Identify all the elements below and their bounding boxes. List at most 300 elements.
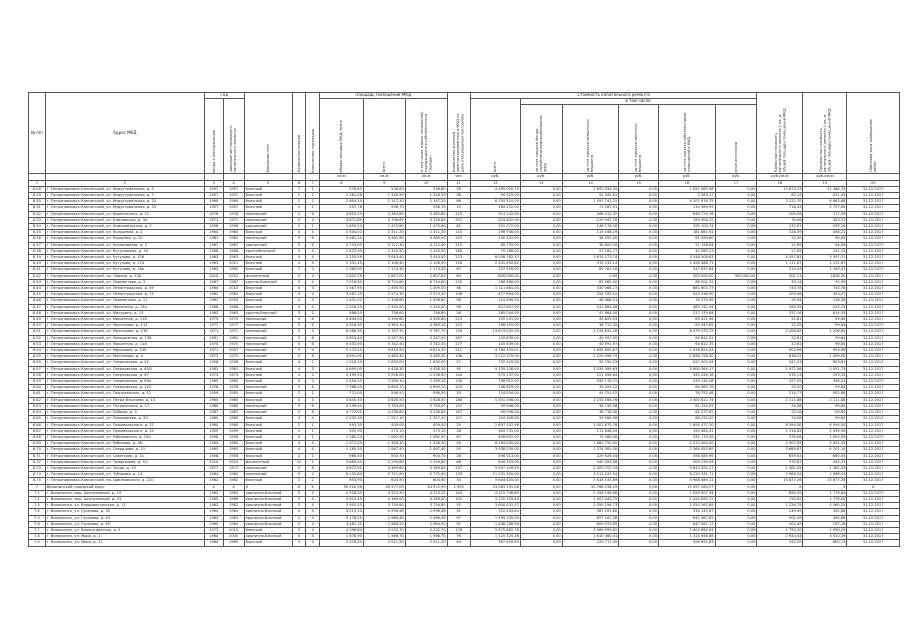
table-row-cell: 1978 <box>204 385 223 391</box>
table-row-cell: 0,00 <box>520 527 562 533</box>
table-row-cell: 6.48 <box>29 310 46 316</box>
table-row-cell: 3 742,40 <box>405 341 447 347</box>
table-row-cell: 69 343,65 <box>659 323 716 329</box>
table-row-cell: 2 628,50 <box>405 397 447 403</box>
table-row-cell: 12 673,23 <box>757 186 803 192</box>
table-row-cell: 2 206,62 <box>803 329 847 335</box>
table-row-cell: 915 233,14 <box>562 261 619 267</box>
table-row-cell: 2 652,28 <box>319 273 363 279</box>
table-row-cell: 76 <box>447 534 470 540</box>
table-row-cell: 4 433,90 <box>319 341 363 347</box>
table-row-cell: 0,00 <box>619 503 659 509</box>
table-row-cell: 430 068,27 <box>562 286 619 292</box>
table-row-cell: 38 711,35 <box>562 323 619 329</box>
table-row-cell: 2 289,10 <box>363 379 405 385</box>
table-row-cell: 1 <box>306 422 320 428</box>
table-row-cell: 105 839,00 <box>470 341 520 347</box>
table-row-cell: 31.12.2017 <box>847 273 900 279</box>
table-row-cell: г. Петропавловск-Камчатский, ул. Советская, д. 21 <box>45 453 204 459</box>
table-row-cell: 5 <box>292 217 306 223</box>
table-row-cell: 576,60 <box>319 186 363 192</box>
table-row-cell: блочный <box>244 540 292 546</box>
table-row-cell: 4 918,30 <box>319 323 363 329</box>
table-row-cell: 335 145,87 <box>659 509 716 515</box>
table-row-cell: 2 <box>292 224 306 230</box>
table-row-cell: 229 926,04 <box>562 453 619 459</box>
table-row-cell: 39 459,22 <box>562 385 619 391</box>
table-row-cell: 6.57 <box>29 366 46 372</box>
table-row-cell: 139 <box>447 472 470 478</box>
column-number-row-cell: 1 <box>29 180 46 186</box>
table-row-cell: 70 168,00 <box>470 248 520 254</box>
table-row-cell: 0,00 <box>715 441 757 447</box>
table-row-cell: 0,00 <box>520 261 562 267</box>
table-row-cell: 604,90 <box>363 478 405 484</box>
table-row-cell: 38 552,40 <box>562 236 619 242</box>
table-row-cell: 26 <box>447 186 470 192</box>
table-row-cell: 0,00 <box>619 199 659 205</box>
table-row-cell: 2 341 650,82 <box>470 261 520 267</box>
table-row-cell: 1968 <box>204 304 223 310</box>
table-row-cell: 6 <box>306 403 320 409</box>
table-row-cell: 0,00 <box>520 304 562 310</box>
table-row-cell: 94,06 <box>803 242 847 248</box>
table-row-cell: 337,16 <box>757 310 803 316</box>
table-row-cell: 3 043,40 <box>405 255 447 261</box>
table-row-cell: 0,00 <box>520 465 562 471</box>
table-row-cell: 15 877,26 <box>757 478 803 484</box>
table-row-cell: г. Петропавловск-Камчатский, ул. Молчанова, д. 136 <box>45 329 204 335</box>
table-row-cell: 6.51 <box>29 329 46 335</box>
table-row-cell: г. Петропавловск-Камчатский, ул. Мишенная, д. 118 <box>45 317 204 323</box>
table-row-cell: 0,00 <box>619 490 659 496</box>
table-row-cell: блочный <box>244 447 292 453</box>
table-row-cell: 1981 <box>223 236 244 242</box>
table-row-cell: 1 308,30 <box>405 441 447 447</box>
table-row-cell: 31.12.2017 <box>847 385 900 391</box>
table-row-cell: блочный <box>244 192 292 198</box>
header-address: Адрес МКД <box>45 93 204 174</box>
table-row-cell: 31.12.2017 <box>847 217 900 223</box>
table-row-cell: 31.12.2017 <box>847 242 900 248</box>
table-row-cell: 0,00 <box>619 372 659 378</box>
table-row-cell: 207 <box>447 217 470 223</box>
table-row-cell: 1 574 305,30 <box>562 447 619 453</box>
table-row-cell: 2 968,54 <box>757 472 803 478</box>
table-row-cell: 1972 <box>204 527 223 533</box>
table-row-cell: 1963 <box>223 490 244 496</box>
table-row-cell: 176 <box>447 527 470 533</box>
table-row-cell: блочный <box>244 298 292 304</box>
table-row-cell: 9 604 635,00 <box>470 478 520 484</box>
table-row-cell: 15 877,26 <box>803 478 847 484</box>
table-row-cell: 0,00 <box>520 211 562 217</box>
table-row-cell: 4 <box>292 255 306 261</box>
table-row-cell: 31.12.2017 <box>847 335 900 341</box>
table-row-cell: 184 252,00 <box>470 205 520 211</box>
table-row-cell: 113 648,59 <box>562 428 619 434</box>
table-row-cell: 1 424 890,72 <box>659 496 716 502</box>
table-row-cell: 337 599,00 <box>470 267 520 273</box>
table-row-cell: 4 499 000,33 <box>470 186 520 192</box>
table-row-cell: 2 111,88 <box>803 397 847 403</box>
table-row-cell: 1962 <box>204 503 223 509</box>
table-row-cell: 1 431,02 <box>319 298 363 304</box>
table-row-cell: 627 607,00 <box>470 304 520 310</box>
table-row-cell: г. Петропавловск-Камчатский, ул. Индустриальная, д. 5 <box>45 186 204 192</box>
table-row-cell: 6.66 <box>29 422 46 428</box>
table-row-cell: 3 <box>306 366 320 372</box>
table-row-cell: 0,00 <box>715 360 757 366</box>
table-row-cell: 2015 <box>223 527 244 533</box>
table-row-cell: 501,49 <box>757 521 803 527</box>
table-row-cell: 6 663,88 <box>803 199 847 205</box>
table-row-cell: 0,00 <box>520 441 562 447</box>
table-row-cell: 647 567,11 <box>659 521 716 527</box>
table-row-cell: 2 968,54 <box>803 472 847 478</box>
table-row-cell: 6 594,50 <box>803 422 847 428</box>
table-row-cell: 2000 <box>223 534 244 540</box>
table-row-cell: 2 311,20 <box>405 230 447 236</box>
table-row-cell: 2 657,00 <box>405 273 447 279</box>
table-row-cell: 458,21 <box>803 230 847 236</box>
table-row-cell: 681 603,73 <box>659 286 716 292</box>
table-row-cell: 50 <box>447 447 470 453</box>
header-cost-regional: за счет средств областного бюджета <box>562 105 619 174</box>
table-row-cell: 31.12.2017 <box>847 391 900 397</box>
table-row-cell: 2 011,20 <box>405 540 447 546</box>
table-row-cell: 2 <box>306 379 320 385</box>
table-row-cell: 1975 <box>223 341 244 347</box>
table-row-cell: 108 829,00 <box>470 385 520 391</box>
table-row-cell: 297,18 <box>803 521 847 527</box>
table-row-cell: 1 111,67 <box>803 261 847 267</box>
table-row-cell: 6.32 <box>29 211 46 217</box>
table-row-cell: 21,69 <box>757 242 803 248</box>
column-number-row-cell: 15 <box>619 180 659 186</box>
table-row-cell: 1961 <box>204 298 223 304</box>
table-row-cell: 1956 <box>204 224 223 230</box>
table-row-cell: 5 600 364,17 <box>659 366 716 372</box>
table-row-cell: 2 <box>292 422 306 428</box>
table-row-cell: 31.12.2017 <box>847 323 900 329</box>
table-row-cell: 31.12.2017 <box>847 310 900 316</box>
table-row-cell: 0,00 <box>520 224 562 230</box>
table-row-cell: 89 759,00 <box>470 242 520 248</box>
table-row-cell: 1957 <box>223 192 244 198</box>
table-row-cell: блочный <box>244 478 292 484</box>
table-row-cell: 69 421,96 <box>659 317 716 323</box>
table-row-cell: г. Петропавловск-Камчатский, ул. Пржевальского, д. 21 <box>45 428 204 434</box>
table-row-cell: 0,00 <box>715 199 757 205</box>
table-row-cell: 4 <box>306 441 320 447</box>
table-row-cell: блочный <box>244 286 292 292</box>
table-row-cell: 0,00 <box>715 416 757 422</box>
table-row-cell: 1980 <box>204 416 223 422</box>
table-row-cell: 110 989,09 <box>659 205 716 211</box>
table-row-cell: 4 623,40 <box>319 335 363 341</box>
table-row-cell: 1 116,83 <box>757 428 803 434</box>
table-row-cell: 0,00 <box>619 205 659 211</box>
table-row-cell: 0,00 <box>715 478 757 484</box>
table-row-cell: 1 845 695,87 <box>562 348 619 354</box>
table-row <box>29 540 900 546</box>
table-row-cell: 38 740,08 <box>562 403 619 409</box>
table-row-cell: 1975 <box>204 341 223 347</box>
table-row-cell: 0,00 <box>619 317 659 323</box>
table-row-cell: 6.39 <box>29 255 46 261</box>
table-row-cell: 0,00 <box>520 422 562 428</box>
table-row-cell: 99,84 <box>803 410 847 416</box>
column-number-row-cell: 19 <box>803 180 847 186</box>
table-row-cell: блочный <box>244 292 292 298</box>
table-row-cell: 27,69 <box>757 248 803 254</box>
table-row-cell: 67 <box>447 434 470 440</box>
table-row-cell: 22,81 <box>757 335 803 341</box>
table-row-cell: г. Вилючинск, ул. Гусарова, д. 45 <box>45 521 204 527</box>
table-row-cell: 1962 <box>223 503 244 509</box>
table-row-cell: 6 <box>306 410 320 416</box>
table-row-cell: 130 <box>447 379 470 385</box>
table-row-cell: 31.12.2017 <box>847 441 900 447</box>
table-row-cell: 3 689,00 <box>319 459 363 465</box>
table-row-cell: 0,00 <box>520 354 562 360</box>
table-row-cell: 1 226,75 <box>757 503 803 509</box>
table-row-cell: 23,16 <box>757 410 803 416</box>
header-year-repair: завершение последнего капитального ремонта <box>223 99 244 174</box>
table-row-cell: 4 <box>306 515 320 521</box>
table-row-cell: 1 779,80 <box>803 490 847 496</box>
table-row-cell: 3 482,80 <box>405 211 447 217</box>
table-row-cell: 2 <box>306 199 320 205</box>
table-row-cell: 31.12.2017 <box>847 540 900 546</box>
table-row-cell: 0,00 <box>619 478 659 484</box>
table-row-cell: г. Петропавловск-Камчатский, ул. Пономарёва, д. 33 <box>45 416 204 422</box>
table-row-cell: 4 891,00 <box>319 354 363 360</box>
table-row-cell: 6.49 <box>29 317 46 323</box>
table-row-cell: 0,00 <box>715 292 757 298</box>
table-row-cell: 0,00 <box>520 360 562 366</box>
table-row-cell: 614,55 <box>803 310 847 316</box>
table-row-cell: 1957 <box>204 186 223 192</box>
table-row-cell: 247 837,84 <box>659 267 716 273</box>
table-row-cell: 0,00 <box>715 515 757 521</box>
table-row-cell: 31.12.2017 <box>847 205 900 211</box>
table-row-cell: 90 <box>447 366 470 372</box>
table-row-cell: 5 <box>292 236 306 242</box>
table-row-cell: 5 <box>292 341 306 347</box>
table-row-cell: г. Вилючинск, ул. Владивостокская, д. 11 <box>45 503 204 509</box>
table-row-cell: 2 303 757,34 <box>562 465 619 471</box>
table-row-cell: 31.12.2017 <box>847 515 900 521</box>
table-row-cell: 4 <box>306 509 320 515</box>
table-row-cell: 677 894,00 <box>470 292 520 298</box>
table-row-cell: 6.53 <box>29 341 46 347</box>
table-row-cell: 4 112,40 <box>363 242 405 248</box>
table-row-cell: блочный <box>244 416 292 422</box>
table-row-cell: 2 <box>306 267 320 273</box>
table-row-cell: 2 628,50 <box>363 397 405 403</box>
table-row-cell: 509 239,04 <box>659 459 716 465</box>
subtotal-row-cell: 0,00 <box>619 484 659 490</box>
table-row-cell: 903,96 <box>757 348 803 354</box>
table-row-cell: 277 <box>447 341 470 347</box>
subtotal-row-cell: X <box>292 484 306 490</box>
table-row-cell: 538,60 <box>405 186 447 192</box>
table-row-cell: 6.72 <box>29 459 46 465</box>
table-row-cell: блочный <box>244 261 292 267</box>
table-row-cell: 1964 <box>223 509 244 515</box>
table-row-cell: 206 691,83 <box>659 540 716 546</box>
table-row-cell: 653,90 <box>319 478 363 484</box>
table-row-cell: 6 184 000,00 <box>470 441 520 447</box>
table-row-cell: 0,00 <box>715 261 757 267</box>
table-row-cell: 0,00 <box>715 509 757 515</box>
table-row-cell: 6.52 <box>29 335 46 341</box>
table-row-cell: 5 <box>292 496 306 502</box>
table-row-cell: 0,00 <box>619 217 659 223</box>
table-row-cell: блочный <box>244 434 292 440</box>
table-row-cell: г. Петропавловск-Камчатский, ул. Молодежная, д. 138 <box>45 335 204 341</box>
table-row-cell: 223 <box>447 255 470 261</box>
table-row-cell: блочный <box>244 186 292 192</box>
table-row-cell: 986,40 <box>319 453 363 459</box>
table-row-cell: 0,00 <box>520 453 562 459</box>
table-row-cell: 6.75 <box>29 478 46 484</box>
table-row-cell: 61 277,62 <box>659 410 716 416</box>
table-row-cell: 5 <box>292 348 306 354</box>
header-year-built: ввода в эксплуатацию <box>204 99 223 174</box>
table-row-cell: 1 426 388,71 <box>659 261 716 267</box>
table-row-cell: 398,24 <box>803 379 847 385</box>
table-row-cell: 1981 <box>204 366 223 372</box>
table-row-cell: 3 356,60 <box>405 217 447 223</box>
table-row-cell: 4 623,40 <box>319 496 363 502</box>
table-row-cell: 75 466,08 <box>562 434 619 440</box>
table-row-cell: 0,00 <box>619 341 659 347</box>
table-row-cell: 327,05 <box>757 379 803 385</box>
table-row-cell: 720,62 <box>757 496 803 502</box>
table-row-cell: г. Вилючинск, мкр. Центральный, д. 19 <box>45 490 204 496</box>
table-row-cell: 3 332 333,40 <box>470 496 520 502</box>
table-row-cell: 0,00 <box>715 267 757 273</box>
column-number-row-cell: 17 <box>715 180 757 186</box>
table-row-cell: 231,91 <box>757 224 803 230</box>
table-row-cell: 1964 <box>204 521 223 527</box>
table-row-cell: 2011 <box>223 261 244 267</box>
table-row-cell: 4 112,40 <box>405 242 447 248</box>
table-row-cell: 1981 <box>204 335 223 341</box>
table-row-cell: 167 <box>447 410 470 416</box>
table-row-cell: 31.12.2017 <box>847 317 900 323</box>
table-row-cell: 394,66 <box>803 515 847 521</box>
subtotal-row-cell: 44 972,99 <box>405 484 447 490</box>
table-row-cell: 1987 <box>204 279 223 285</box>
table-row-cell: 26 <box>447 453 470 459</box>
table-row-cell: 3 793,00 <box>363 403 405 409</box>
table-row-cell: 0,00 <box>520 273 562 279</box>
table-row-cell: 5 <box>292 403 306 409</box>
table-row-cell: 211 <box>447 348 470 354</box>
table-row-cell: 6.64 <box>29 410 46 416</box>
header-floors: Количество этажей <box>292 93 306 174</box>
table-row-cell: 0,00 <box>715 192 757 198</box>
table-row-cell: 0,00 <box>520 391 562 397</box>
table-row-cell: 94 929,00 <box>470 192 520 198</box>
table-row-cell: 1969 <box>223 199 244 205</box>
table-row-cell: г. Петропавловск-Камчатский, ул. Индустриальная, д. 33 <box>45 205 204 211</box>
table-row-cell: 5 <box>292 515 306 521</box>
table-row-cell: 903,70 <box>363 453 405 459</box>
table-row-cell: 1965 <box>204 447 223 453</box>
table-row-cell: панельный <box>244 465 292 471</box>
table-row-cell: 0,00 <box>715 391 757 397</box>
table-row-cell: 2 289,10 <box>405 379 447 385</box>
table-row-cell: г. Петропавловск-Камчатский, ул. Рябиковская, д. 19а <box>45 434 204 440</box>
table-row-cell: 4 <box>292 292 306 298</box>
table-row-cell: 190 084,41 <box>659 428 716 434</box>
table-row-cell: 146 176,26 <box>562 224 619 230</box>
table-row-cell: 4 426,30 <box>363 366 405 372</box>
table-row-cell: 0,00 <box>715 521 757 527</box>
table-row-cell: 0,00 <box>520 509 562 515</box>
table-row-cell: 1964 <box>223 521 244 527</box>
table-row-cell: 1 <box>306 434 320 440</box>
table-row-cell: 1959 <box>223 428 244 434</box>
table-row-cell: 0,00 <box>619 441 659 447</box>
table-row-cell: 31.12.2017 <box>847 434 900 440</box>
table-row-cell: 0,00 <box>619 224 659 230</box>
header-no: № п/п <box>29 93 46 174</box>
table-row-cell: г. Вилючинск, ул. Мира, д. 1 <box>45 534 204 540</box>
table-row-cell: панельный <box>244 472 292 478</box>
table-row-cell: 2 106,40 <box>363 261 405 267</box>
table-row-cell: 4 872,90 <box>319 465 363 471</box>
table-row-cell: монолитный <box>244 459 292 465</box>
table-row-cell: г. Петропавловск-Камчатский, ул. Кольцевая, д. 2 <box>45 230 204 236</box>
table-row-cell: 0,00 <box>619 323 659 329</box>
table-row-cell: 7.6 <box>29 521 46 527</box>
header-unit-cost: Удельная стоимость капитального ремонта 1 кв. м общей площади помещений МКД <box>757 93 803 174</box>
table-row-cell: 76 475,99 <box>659 298 716 304</box>
table-row-cell: 6 724,80 <box>405 279 447 285</box>
table-row-cell: 5 272,55 <box>319 348 363 354</box>
table-row-cell: 0,00 <box>619 509 659 515</box>
table-row-cell: 4 695,00 <box>319 366 363 372</box>
table-row-cell: 7.3 <box>29 503 46 509</box>
table-row-cell: 575 137,00 <box>470 372 520 378</box>
table-row-cell: панельный <box>244 211 292 217</box>
table-row-cell: 1 470,80 <box>405 224 447 230</box>
table-row-cell: 1 927,10 <box>363 416 405 422</box>
table-row-cell: г. Петропавловск-Камчатский, ул. Петра Ильичева, д. 15 <box>45 397 204 403</box>
table-row-cell: 7.4 <box>29 509 46 515</box>
table-row-cell: 31.12.2017 <box>847 255 900 261</box>
table-row-cell: 7.7 <box>29 527 46 533</box>
table-row-cell: 4 <box>292 434 306 440</box>
table-row-cell: крупноблочный <box>244 248 292 254</box>
column-number-row-cell: 9 <box>363 180 405 186</box>
table-row-cell: 4 <box>292 372 306 378</box>
table-row-cell: 1968 <box>223 304 244 310</box>
table-row-cell: 1 001 675,76 <box>562 422 619 428</box>
table-row-cell: 4 169,00 <box>363 496 405 502</box>
table-row-cell: г. Вилючинск, ул. Гусарова, д. 33 <box>45 509 204 515</box>
table-row-cell: 0,00 <box>619 385 659 391</box>
table-row-cell: 31.12.2017 <box>847 292 900 298</box>
table-row-cell: кирпично-блочный <box>244 521 292 527</box>
table-row-cell: 55 996,58 <box>562 416 619 422</box>
